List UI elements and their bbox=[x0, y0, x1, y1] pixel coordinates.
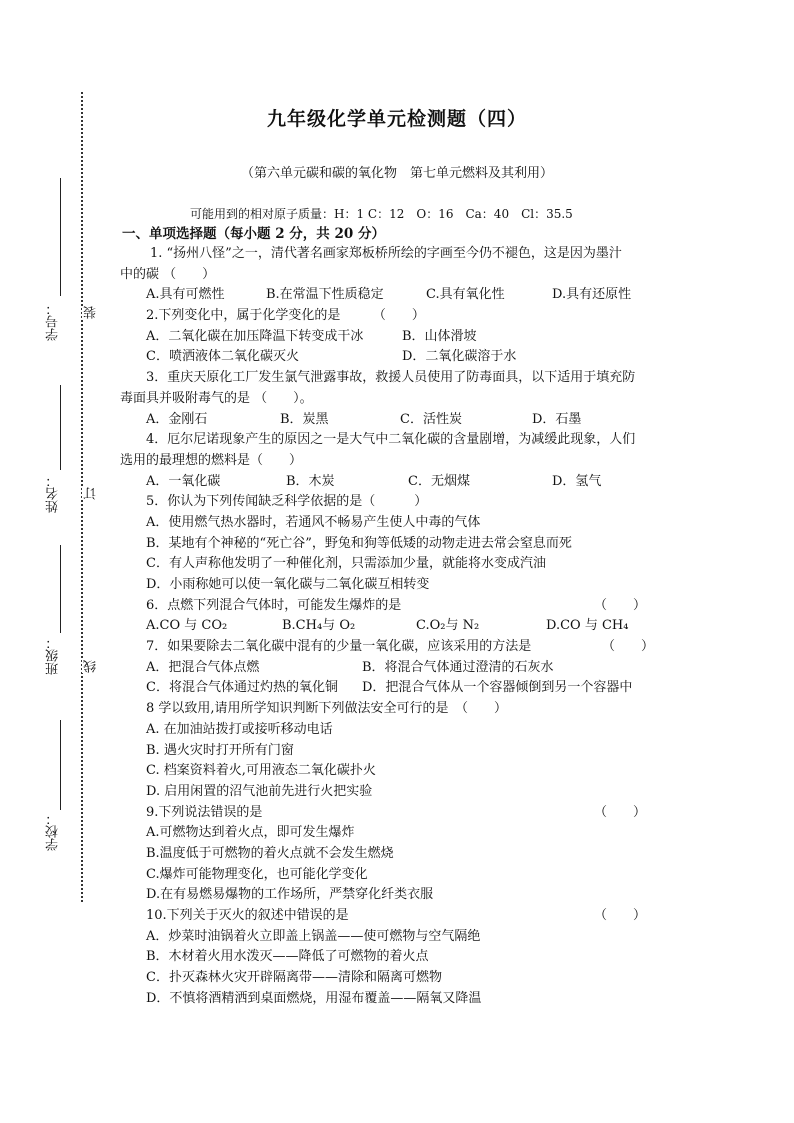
question-5-option: A．使用燃气热水器时，若通风不畅易产生使人中毒的气体 bbox=[146, 514, 481, 530]
question-1-options bbox=[146, 285, 676, 306]
school-label: 学校： bbox=[46, 812, 61, 851]
option: B．山体滑坡 bbox=[402, 328, 477, 344]
question-7-options bbox=[146, 658, 676, 679]
question-8-option: B. 遇火灾时打开所有门窗 bbox=[146, 742, 294, 758]
binding-mark-ding: 订 bbox=[84, 487, 99, 500]
question-4-options bbox=[146, 472, 676, 493]
option: D．氢气 bbox=[552, 473, 602, 489]
section-heading: 一、单项选择题（每小题 2 分，共 20 分） bbox=[122, 226, 385, 242]
question-10-option: A．炒菜时油锅着火立即盖上锅盖——使可燃物与空气隔绝 bbox=[146, 928, 481, 944]
question-5-option: D．小雨称她可以使一氧化碳与二氧化碳互相转变 bbox=[146, 577, 430, 592]
class-line bbox=[60, 545, 61, 633]
question-9-option: B.温度低于可燃物的着火点就不会发生燃烧 bbox=[146, 845, 394, 861]
option: D．把混合气体从一个容器倾倒到另一个容器中 bbox=[362, 680, 633, 696]
question-9-option: C.爆炸可能物理变化，也可能化学变化 bbox=[146, 866, 368, 882]
question-1-stem: 1. “扬州八怪”之一，清代著名画家郑板桥所绘的字画至今仍不褪色，这是因为墨汁 bbox=[150, 246, 622, 261]
option: A．把混合气体点燃 bbox=[146, 659, 260, 675]
option: C．无烟煤 bbox=[408, 473, 470, 489]
option: A．二氧化碳在加压降温下转变成干冰 bbox=[146, 328, 364, 344]
question-5-stem: 5．你认为下列传闻缺乏科学依据的是（ ） bbox=[146, 494, 428, 510]
question-6-stem: 6．点燃下列混合气体时，可能发生爆炸的是 （ ） bbox=[146, 596, 676, 617]
option: C．将混合气体通过灼热的氧化铜 bbox=[146, 680, 338, 696]
option: D.CO 与 CH₄ bbox=[546, 618, 629, 634]
question-3-options bbox=[146, 410, 676, 431]
option: B．木炭 bbox=[286, 473, 335, 489]
question-8-stem: 8 学以致用,请用所学知识判断下列做法安全可行的是 （ ） bbox=[146, 701, 508, 717]
question-6-options bbox=[146, 616, 676, 637]
question-7-stem: 7．如果要除去二氧化碳中混有的少量一氧化碳，应该采用的方法是 （ ） bbox=[146, 637, 676, 658]
student-no-line bbox=[60, 178, 61, 296]
question-8-option: A. 在加油站拨打或接听移动电话 bbox=[146, 721, 333, 737]
question-2-options bbox=[146, 327, 676, 348]
question-7-options bbox=[146, 678, 676, 699]
answer-paren: （ ） bbox=[593, 597, 646, 613]
question-2-stem: 2.下列变化中，属于化学变化的是 （ ） bbox=[146, 308, 425, 324]
option: A.具有可燃性 bbox=[146, 287, 225, 303]
question-9-stem: 9.下列说法错误的是 （ ） bbox=[146, 803, 676, 824]
option: A．一氧化碳 bbox=[146, 473, 221, 489]
option: B.在常温下性质稳定 bbox=[266, 287, 384, 303]
option: C．活性炭 bbox=[400, 411, 462, 427]
question-3-stem: 3．重庆天原化工厂发生氯气泄露事故，救援人员使用了防毒面具，以下适用于填充防 bbox=[146, 370, 636, 386]
name-line bbox=[60, 385, 61, 470]
page-subtitle: （第六单元碳和碳的氧化物 第七单元燃料及其利用） bbox=[240, 166, 553, 181]
option: B.CH₄与 O₂ bbox=[282, 618, 356, 634]
atomic-masses: 可能用到的相对原子质量：H：1 C：12 O：16 Ca：40 Cl：35.5 bbox=[190, 207, 573, 221]
question-4-stem: 4．厄尔尼诺现象产生的原因之一是大气中二氧化碳的含量剧增，为减缓此现象，人们 bbox=[146, 432, 636, 448]
option: A．金刚石 bbox=[146, 411, 208, 427]
question-1-stem-cont: 中的碳 （ ） bbox=[120, 266, 216, 282]
question-2-options bbox=[146, 347, 676, 368]
option: B．炭黑 bbox=[280, 411, 329, 427]
question-3-stem-cont: 毒面具并吸附毒气的是 （ ）。 bbox=[120, 390, 313, 406]
binding-mark-zhuang: 装 bbox=[84, 306, 99, 319]
option: C．喷洒液体二氧化碳灭火 bbox=[146, 349, 299, 365]
option: A.CO 与 CO₂ bbox=[146, 618, 228, 634]
binding-mark-xian: 线 bbox=[84, 660, 99, 673]
question-9-option: D.在有易燃易爆物的工作场所，严禁穿化纤类衣服 bbox=[146, 887, 434, 903]
question-9-option: A.可燃物达到着火点，即可发生爆炸 bbox=[146, 825, 355, 841]
option: C.具有氧化性 bbox=[426, 287, 505, 303]
answer-paren: （ ） bbox=[593, 804, 646, 820]
option: D.具有还原性 bbox=[552, 287, 632, 303]
page-title: 九年级化学单元检测题（四） bbox=[266, 108, 527, 130]
question-10-option: B．木材着火用水泼灭——降低了可燃物的着火点 bbox=[146, 949, 429, 965]
option: D．二氧化碳溶于水 bbox=[402, 349, 517, 365]
question-10-option: C．扑灭森林火灾开辟隔离带——清除和隔离可燃物 bbox=[146, 970, 442, 986]
option: B．将混合气体通过澄清的石灰水 bbox=[362, 659, 554, 675]
question-10-stem: 10.下列关于灭火的叙述中错误的是 （ ） bbox=[146, 906, 676, 927]
school-line bbox=[60, 720, 61, 810]
option: C.O₂与 N₂ bbox=[416, 618, 480, 634]
question-5-option: C．有人声称他发明了一种催化剂，只需添加少量，就能将水变成汽油 bbox=[146, 556, 546, 572]
name-label: 姓名： bbox=[46, 474, 61, 513]
answer-paren: （ ） bbox=[601, 639, 654, 655]
student-no-label: 学号： bbox=[46, 302, 61, 341]
question-8-option: C. 档案资料着火,可用液态二氧化碳扑火 bbox=[146, 763, 376, 779]
question-list bbox=[120, 244, 676, 1009]
class-label: 班级： bbox=[46, 636, 61, 675]
question-10-option: D．不慎将酒精洒到桌面燃烧，用湿布覆盖——隔氧又降温 bbox=[146, 990, 482, 1006]
question-4-stem-cont: 选用的最理想的燃料是（ ） bbox=[120, 452, 303, 468]
answer-paren: （ ） bbox=[593, 908, 646, 923]
option: D．石墨 bbox=[532, 411, 582, 427]
question-8-option: D. 启用闲置的沼气池前先进行火把实验 bbox=[146, 783, 373, 799]
question-5-option: B．某地有个神秘的“死亡谷”，野兔和狗等低矮的动物走进去常会窒息而死 bbox=[146, 535, 572, 551]
